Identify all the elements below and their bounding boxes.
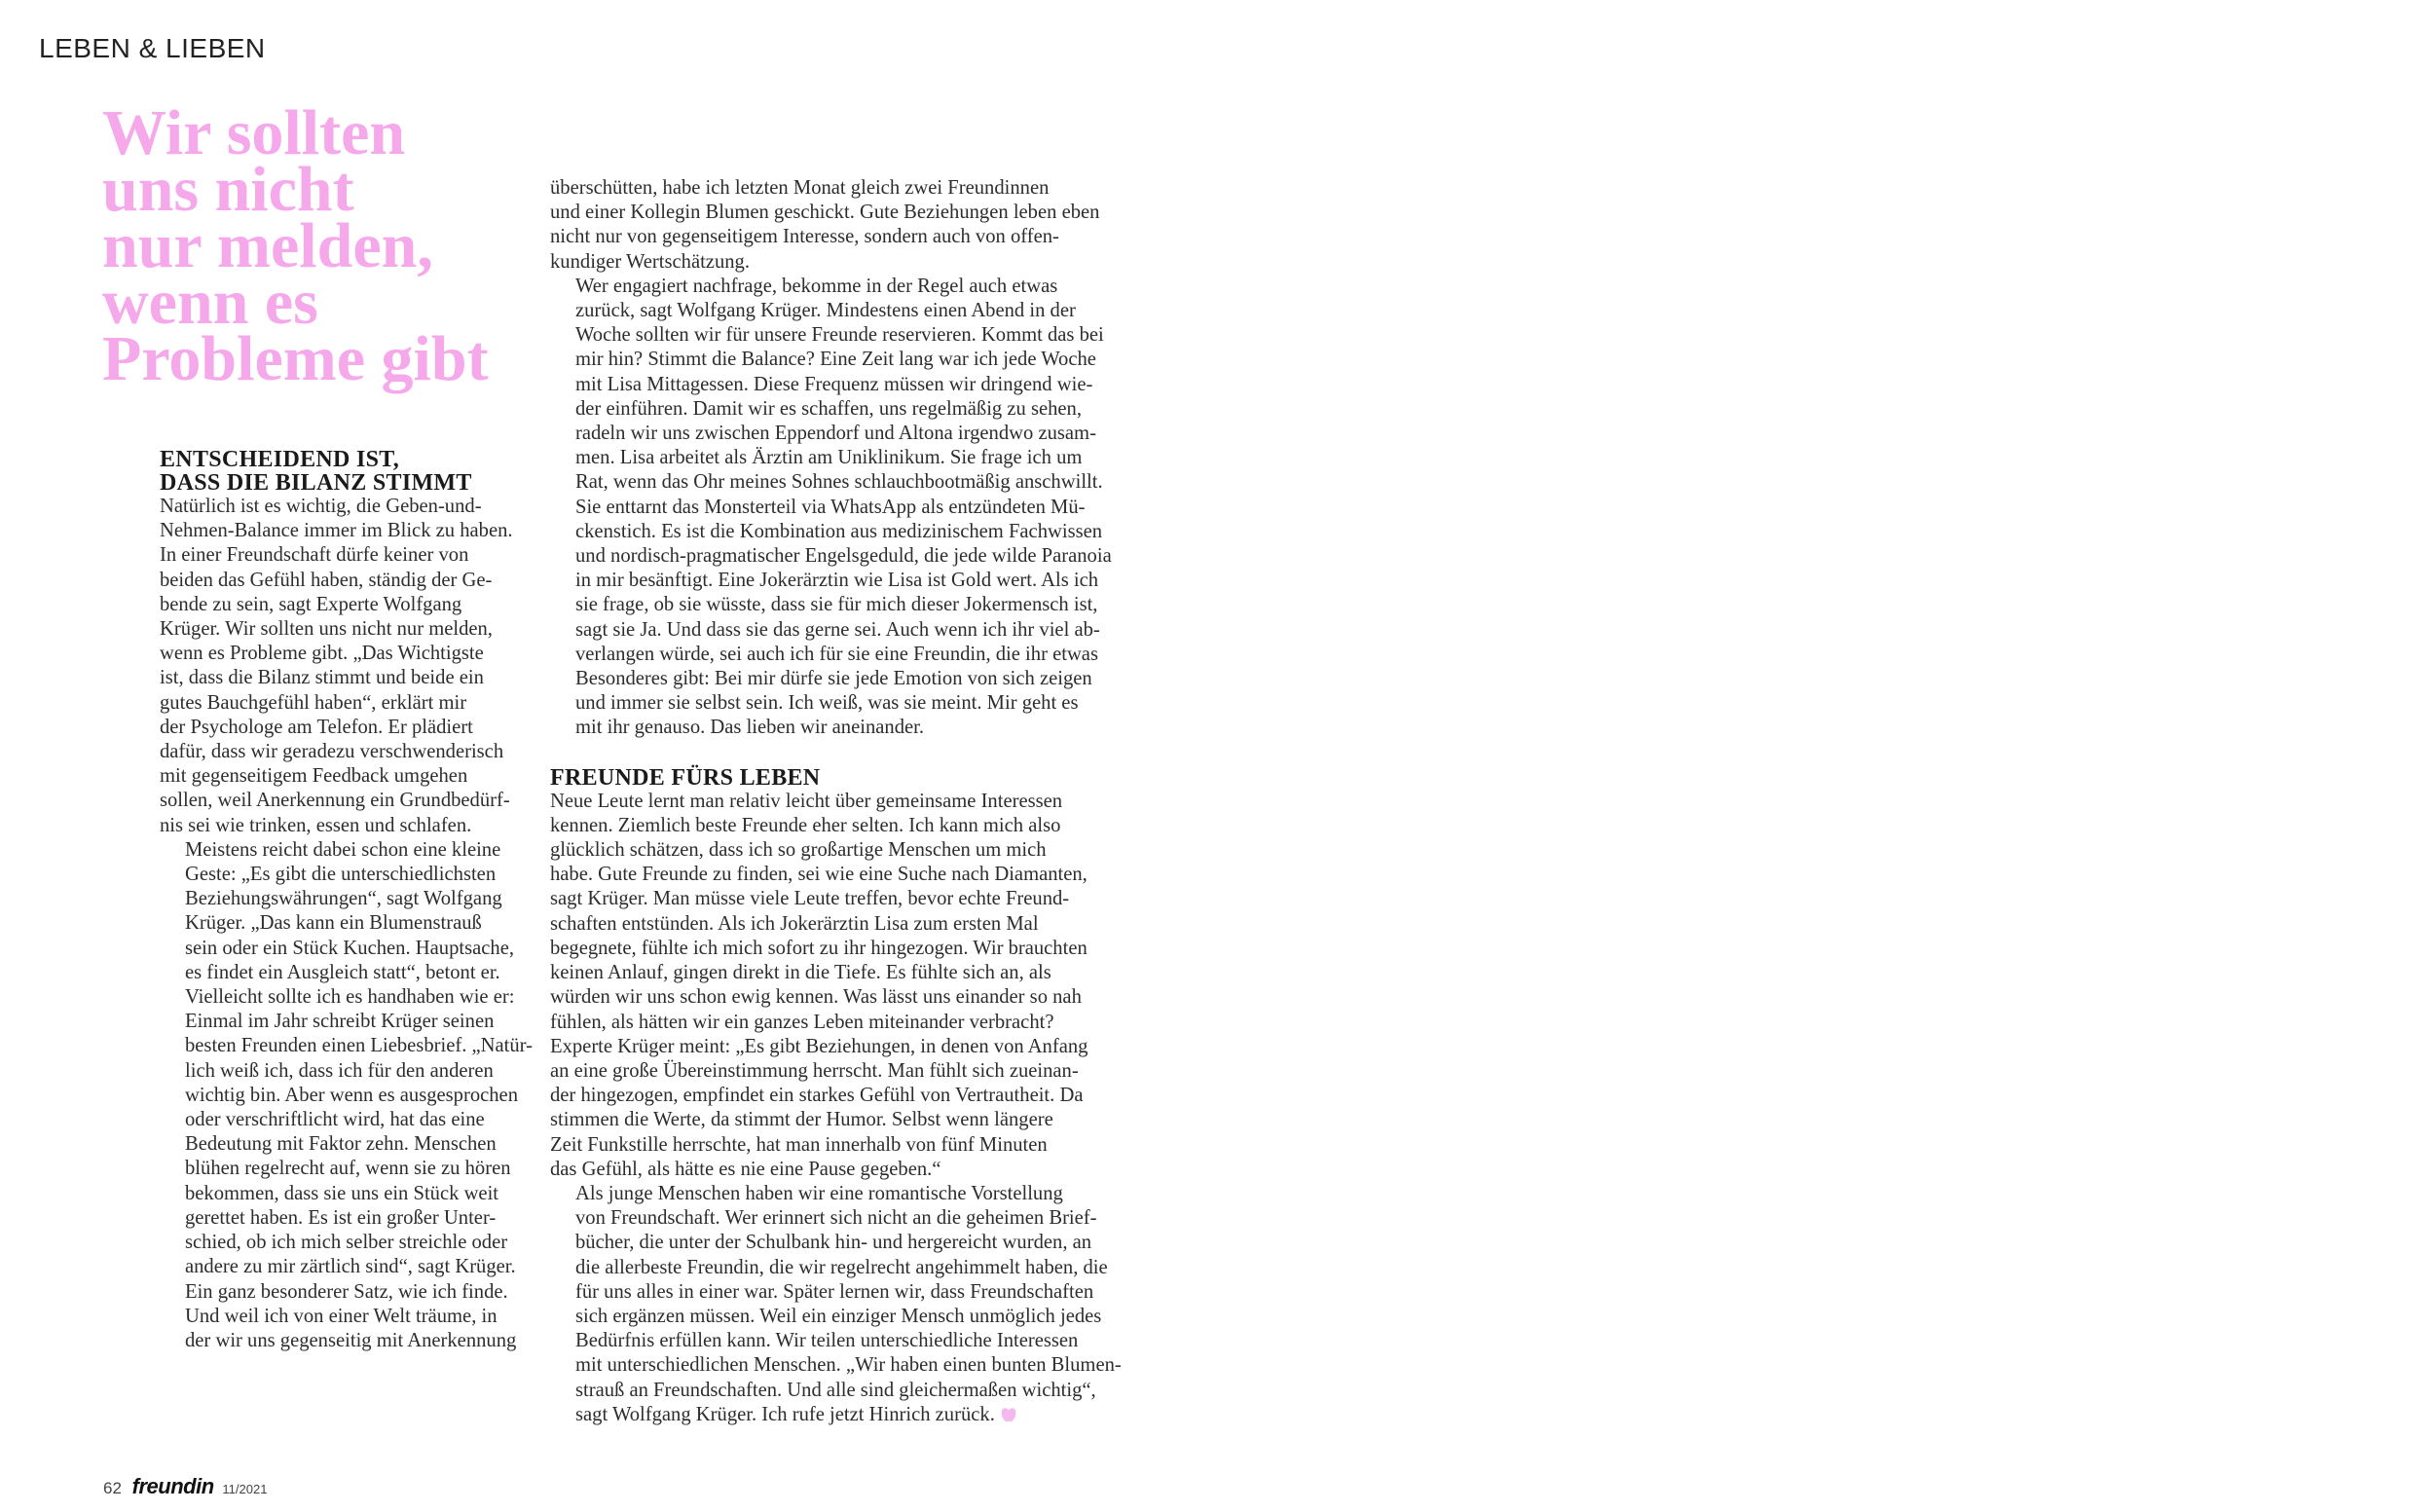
headline-line: nur melden, — [102, 210, 433, 281]
text-line: Geste: „Es gibt die unterschiedlichsten — [185, 864, 497, 886]
text-line: der wir uns gegenseitig mit Anerkennung — [185, 1329, 517, 1351]
text-line: der hingezogen, empfindet ein starkes Gefühl von Vertrautheit. Da — [550, 1085, 1084, 1107]
text-line — [550, 1403, 1103, 1427]
text-line: bücher, die unter der Schulbank hin- und hergereicht wurden, an — [575, 1232, 1092, 1254]
text-line: Ein ganz besonderer Satz, wie ich finde. — [185, 1280, 508, 1303]
text-line: Und weil ich von einer Welt träume, in — [185, 1305, 498, 1327]
paragraph — [550, 790, 1103, 1182]
page-footer — [103, 1474, 267, 1499]
paragraph — [550, 275, 1112, 741]
text-line: mit Lisa Mittagessen. Diese Frequenz müssen wir dringend wie- — [575, 373, 1093, 395]
text-line: bende zu sein, sagt Experte Wolfgang — [160, 593, 462, 615]
text-line: schied, ob ich mich selber streichle oder — [185, 1232, 508, 1254]
text-line: wenn es Probleme gibt. „Das Wichtigste — [160, 643, 484, 665]
text-line: stimmen die Werte, da stimmt der Humor. Selbst wenn längere — [550, 1109, 1053, 1131]
text-line: ckenstich. Es ist die Kombination aus medizinischem Fachwissen — [575, 520, 1103, 542]
text-line: Bedeutung mit Faktor zehn. Menschen — [185, 1133, 497, 1156]
text-line: lich weiß ich, dass ich für den anderen — [185, 1059, 494, 1082]
text-line: sein oder ein Stück Kuchen. Hauptsache, — [185, 937, 514, 959]
text-line: dafür, dass wir geradezu verschwenderisch — [160, 741, 504, 763]
text-line: mir hin? Stimmt die Balance? Eine Zeit lang war ich jede Woche — [575, 349, 1096, 371]
text-line: beiden das Gefühl haben, ständig der Ge- — [160, 569, 493, 591]
text-line: Krüger. „Das kann ein Blumenstrauß — [185, 912, 482, 935]
text-line: In einer Freundschaft dürfe keiner von — [160, 544, 469, 567]
text-line: Vielleicht sollte ich es handhaben wie er: — [185, 986, 515, 1009]
subheading-balance — [160, 448, 522, 495]
text-line: Meistens reicht dabei schon eine kleine — [185, 838, 501, 861]
headline — [102, 97, 560, 394]
text-line: blühen regelrecht auf, wenn sie zu hören — [185, 1158, 511, 1180]
text-line: nis sei wie trinken, essen und schlafen. — [160, 814, 472, 836]
text-line: verlangen würde, sei auch ich für sie eine Freundin, die ihr etwas — [575, 643, 1098, 665]
text-line: Besonderes gibt: Bei mir dürfe sie jede Emotion von sich zeigen — [575, 668, 1092, 690]
issue-number: 11/2021 — [222, 1482, 268, 1496]
paragraph-final — [550, 1182, 1122, 1427]
text-line: Natürlich ist es wichtig, die Geben-und- — [160, 496, 482, 517]
lips-icon — [1001, 1408, 1016, 1421]
subheading-line: DASS DIE BILANZ STIMMT — [160, 470, 472, 496]
text-line: von Freundschaft. Wer erinnert sich nicht an die geheimen Brief- — [575, 1207, 1097, 1230]
text-line: Zeit Funkstille herrschte, hat man innerhalb von fünf Minuten — [550, 1133, 1048, 1156]
text-line: der einführen. Damit wir es schaffen, uns regelmäßig zu sehen, — [575, 397, 1083, 420]
right-column — [550, 176, 1122, 1427]
text-line: fühlen, als hätten wir ein ganzes Leben miteinander verbracht? — [550, 1011, 1054, 1033]
text-line: es findet ein Ausgleich statt“, betont er. — [185, 961, 500, 983]
text-line: überschütten, habe ich letzten Monat gleich zwei Freundinnen — [550, 177, 1050, 199]
text-line: gerettet haben. Es ist ein großer Unter- — [185, 1206, 497, 1229]
headline-line: Probleme gibt — [102, 323, 489, 394]
text-line: besten Freunden einen Liebesbrief. „Natür- — [185, 1035, 533, 1057]
paragraph — [160, 495, 522, 838]
text-line: sollen, weil Anerkennung ein Grundbedürf- — [160, 790, 510, 812]
text-line: Bedürfnis erfüllen kann. Wir teilen unterschiedliche Interessen — [575, 1330, 1079, 1352]
text-line: mit unterschiedlichen Menschen. „Wir haben einen bunten Blumen- — [575, 1354, 1122, 1377]
text-line: schaften entstünden. Als ich Jokerärztin Lisa zum ersten Mal — [550, 912, 1039, 935]
text-line: in mir besänftigt. Eine Jokerärztin wie Lisa ist Gold wert. Als ich — [575, 570, 1099, 592]
text-line: und nordisch-pragmatischer Engelsgeduld, die jede wilde Paranoia — [575, 545, 1112, 568]
left-column — [160, 447, 533, 1353]
text-line: mit ihr genauso. Das lieben wir aneinander. — [575, 717, 924, 739]
text-line: das Gefühl, als hätte es nie eine Pause gegeben.“ — [550, 1158, 941, 1180]
text-line: Woche sollten wir für unsere Freunde reservieren. Kommt das bei — [575, 324, 1104, 347]
text-line: sagt Krüger. Man müsse viele Leute treffen, bevor echte Freund- — [550, 888, 1070, 910]
text-line: wichtig bin. Aber wenn es ausgesprochen — [185, 1084, 518, 1106]
text-line: und immer sie selbst sein. Ich weiß, was sie meint. Mir geht es — [575, 692, 1079, 715]
text-line: und einer Kollegin Blumen geschickt. Gute Beziehungen leben eben — [550, 202, 1100, 224]
text-line: kundiger Wertschätzung. — [550, 250, 750, 273]
text-line: kennen. Ziemlich beste Freunde eher selten. Ich kann mich also — [550, 814, 1061, 836]
text-line: bekommen, dass sie uns ein Stück weit — [185, 1182, 499, 1204]
text-line: der Psychologe am Telefon. Er plädiert — [160, 716, 473, 738]
headline-line: uns nicht — [102, 154, 354, 225]
text-line: die allerbeste Freundin, die wir regelrecht angehimmelt haben, die — [575, 1256, 1108, 1278]
text-line: habe. Gute Freunde zu finden, sei wie eine Suche nach Diamanten, — [550, 864, 1088, 886]
text-line: an eine große Übereinstimmung herrscht. Man fühlt sich zueinan- — [550, 1059, 1079, 1082]
text-line: Wer engagiert nachfrage, bekomme in der Regel auch etwas — [575, 275, 1058, 297]
text-line: für uns alles in einer war. Später lernen wir, dass Freundschaften — [575, 1280, 1094, 1303]
headline-line: Wir sollten — [102, 97, 406, 168]
text-line: glücklich schätzen, dass ich so großartige Menschen um mich — [550, 839, 1047, 862]
text-line: gutes Bauchgefühl haben“, erklärt mir — [160, 691, 467, 714]
text-line: Nehmen-Balance immer im Blick zu haben. — [160, 520, 513, 542]
brand-logo: freundin — [131, 1474, 214, 1498]
text-line: ist, dass die Bilanz stimmt und beide ein — [160, 667, 484, 689]
text-line: sagt sie Ja. Und dass sie das gerne sei. Auch wenn ich ihr viel ab- — [575, 618, 1100, 641]
text-line: Beziehungswährungen“, sagt Wolfgang — [185, 888, 502, 910]
text-line: zurück, sagt Wolfgang Krüger. Mindestens einen Abend in der — [575, 300, 1076, 322]
page-number: 62 — [103, 1479, 122, 1497]
text-line: Neue Leute lernt man relativ leicht über gemeinsame Interessen — [550, 790, 1063, 812]
text-line: würden wir uns schon ewig kennen. Was lässt uns einander so nah — [550, 986, 1082, 1009]
text-line: Rat, wenn das Ohr meines Sohnes schlauchbootmäßig anschwillt. — [575, 471, 1103, 494]
subheading-line: FREUNDE FÜRS LEBEN — [550, 764, 821, 791]
text-line: oder verschriftlicht wird, hat das eine — [185, 1109, 485, 1131]
text-line: begegnete, fühlte ich mich sofort zu ihr hingezogen. Wir brauchten — [550, 937, 1088, 959]
text-line: Als junge Menschen haben wir eine romantische Vorstellung — [575, 1182, 1063, 1204]
text-line: radeln wir uns zwischen Eppendorf und Altona irgendwo zusam- — [575, 423, 1096, 445]
text-line: sich ergänzen müssen. Weil ein einziger Mensch unmöglich jedes — [575, 1305, 1102, 1327]
paragraph — [550, 176, 1103, 275]
final-sentence: sagt Wolfgang Krüger. Ich rufe jetzt Hinrich zurück. — [575, 1403, 995, 1425]
subheading-line: ENTSCHEIDEND IST, — [160, 447, 400, 472]
text-line: Krüger. Wir sollten uns nicht nur melden, — [160, 618, 493, 641]
text-line: Einmal im Jahr schreibt Krüger seinen — [185, 1011, 495, 1033]
headline-line: wenn es — [102, 267, 318, 338]
text-line: strauß an Freundschaften. Und alle sind gleichermaßen wichtig“, — [575, 1379, 1096, 1401]
subheading-friends — [550, 766, 1103, 790]
paragraph — [160, 838, 533, 1353]
section-label: LEBEN & LIEBEN — [39, 33, 266, 63]
text-line: men. Lisa arbeitet als Ärztin am Uniklinikum. Sie frage ich um — [575, 447, 1083, 469]
text-line: keinen Anlauf, gingen direkt in die Tiefe. Es fühlte sich an, als — [550, 962, 1051, 984]
text-line: andere zu mir zärtlich sind“, sagt Krüger. — [185, 1256, 516, 1278]
text-line: mit gegenseitigem Feedback umgehen — [160, 765, 468, 788]
text-line: sie frage, ob sie wüsste, dass sie für mich dieser Jokermensch ist, — [575, 594, 1098, 616]
text-line: nicht nur von gegenseitigem Interesse, sondern auch von offen- — [550, 226, 1059, 248]
text-line: Sie enttarnt das Monsterteil via WhatsApp als entzündeten Mü- — [575, 496, 1086, 518]
text-line: Experte Krüger meint: „Es gibt Beziehungen, in denen von Anfang — [550, 1035, 1088, 1057]
